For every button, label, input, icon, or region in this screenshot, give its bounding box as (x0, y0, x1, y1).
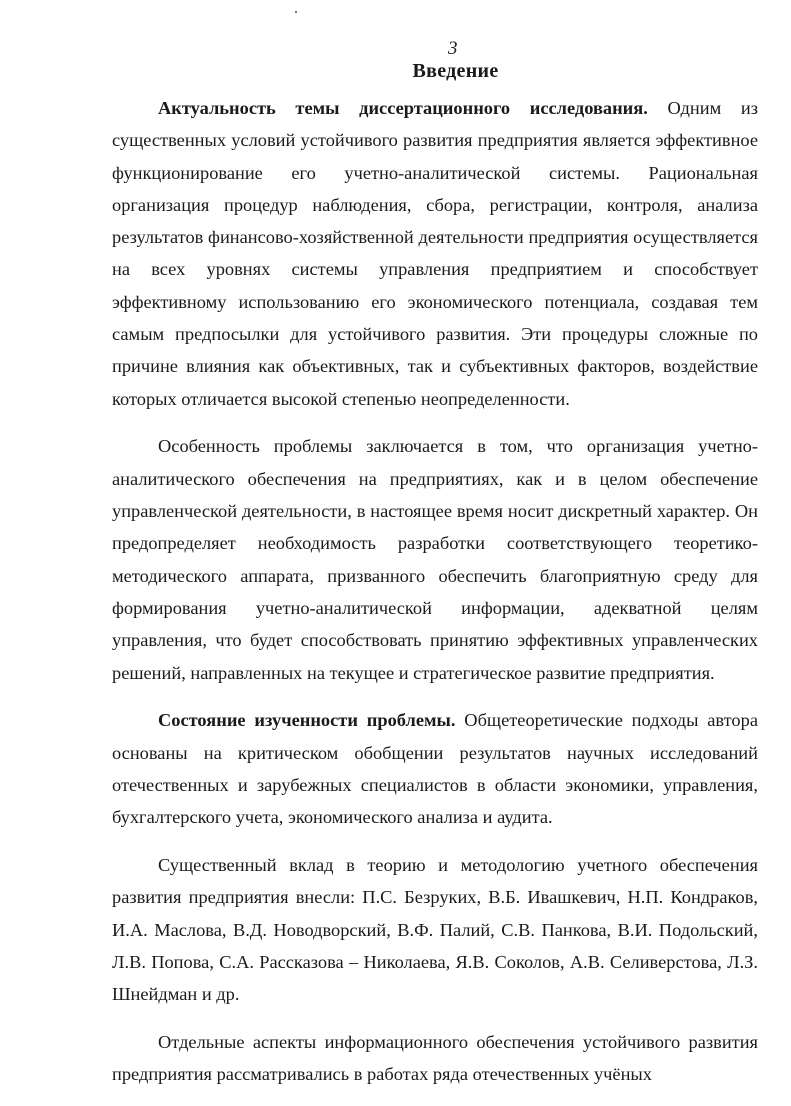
page-number: 3 (448, 38, 458, 59)
scan-artifact-dot (295, 11, 297, 13)
document-body (112, 92, 758, 1106)
paragraph-text: Отдельные аспекты информационного обеспечения устойчивого развития предприятия рассматривались в работах ряда отечественных учёных (112, 1032, 758, 1085)
paragraph-contributors (112, 849, 758, 1010)
paragraph-separate-aspects (112, 1026, 758, 1091)
paragraph-lead: Актуальность темы диссертационного исследования. (158, 98, 648, 118)
paragraph-text: Одним из существенных условий устойчивого развития предприятия является эффективное функционирование его учетно-аналитической системы. Рациональная организация процедур наблюдения, сбора, регистрации, контроля, анализа результатов финансово-хозяйственной деятельности предприятия осуществляется на всех уровнях системы управления предприятием и способствует эффективному использованию его экономического потенциала, создавая тем самым предпосылки для устойчивого развития. Эти процедуры сложные по причине влияния как объективных, так и субъективных факторов, воздействие которых отличается высокой степенью неопределенности. (112, 98, 758, 409)
paragraph-problem-feature (112, 430, 758, 688)
paragraph-text: Общетеоретические подходы автора основаны на критическом обобщении результатов научных исследований отечественных и зарубежных специалистов в области экономики, управления, бухгалтерского учета, экономического анализа и аудита. (112, 710, 758, 828)
page-title: Введение (412, 60, 499, 82)
paragraph-lead: Состояние изученности проблемы. (158, 710, 456, 731)
paragraph-text: Особенность проблемы заключается в том, что организация учетно-аналитического обеспечения на предприятиях, как и в целом обеспечение управленческой деятельности, в настоящее время носит дискретный характер. Он предопределяет необходимость разработки соответствующего теоретико-методического аппарата, призванного обеспечить благоприятную среду для формирования учетно-аналитической информации, адекватной целям управления, что будет способствовать принятию эффективных управленческих решений, направленных на текущее и стратегическое развитие предприятия. (112, 436, 758, 683)
paragraph-text: Существенный вклад в теорию и методологию учетного обеспечения развития предприятия внесли: П.С. Безруких, В.Б. Ивашкевич, Н.П. Кондраков, И.А. Маслова, В.Д. Новодворский, В.Ф. Палий, С.В. Панкова, В.И. Подольский, Л.В. Попова, С.А. Рассказова – Николаева, Я.В. Соколов, А.В. Селиверстова, Л.З. Шнейдман и др. (112, 855, 758, 1005)
paragraph-state-of-research (112, 704, 758, 833)
paragraph-relevance (112, 92, 758, 415)
